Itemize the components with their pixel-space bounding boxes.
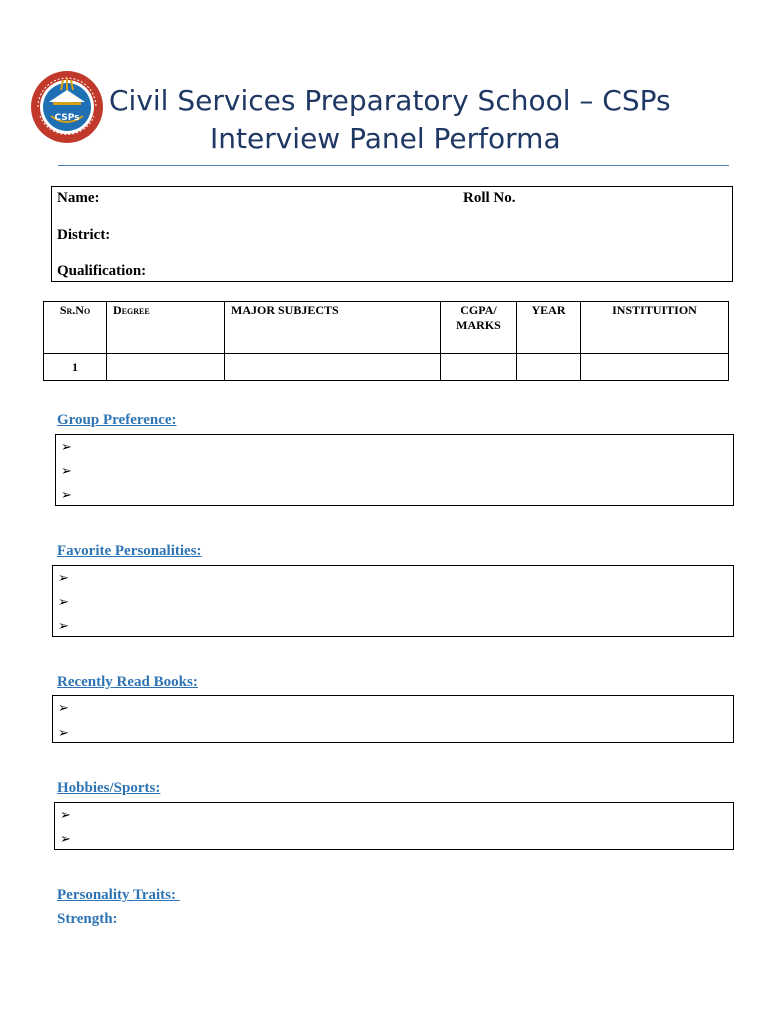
hobbies-sports-heading: Hobbies/Sports: bbox=[57, 780, 161, 796]
bullet-icon: ➢ bbox=[58, 618, 69, 633]
table-cell[interactable] bbox=[441, 354, 517, 381]
page-title-line-1: Civil Services Preparatory School – CSPs bbox=[109, 84, 671, 117]
favorite-personalities-box[interactable] bbox=[52, 565, 734, 637]
table-cell[interactable] bbox=[581, 354, 729, 381]
bullet-icon: ➢ bbox=[58, 570, 69, 585]
qualification-label: Qualification: bbox=[57, 263, 147, 279]
education-table bbox=[43, 301, 729, 381]
table-cell: 1 bbox=[44, 354, 107, 381]
header-divider bbox=[58, 165, 729, 166]
school-logo bbox=[29, 68, 105, 146]
district-label: District: bbox=[57, 227, 111, 243]
bullet-icon: ➢ bbox=[60, 807, 71, 822]
recently-read-books-heading: Recently Read Books: bbox=[57, 674, 198, 690]
bullet-icon: ➢ bbox=[58, 700, 69, 715]
strength-subheading: Strength: bbox=[57, 911, 118, 927]
bullet-icon: ➢ bbox=[61, 487, 72, 502]
column-header-sr-no: Sr.No bbox=[44, 302, 107, 354]
table-cell[interactable] bbox=[107, 354, 225, 381]
bullet-icon: ➢ bbox=[60, 831, 71, 846]
hobbies-sports-box[interactable] bbox=[54, 802, 734, 850]
bullet-icon: ➢ bbox=[58, 594, 69, 609]
column-header-cgpa-marks: CGPA/ MARKS bbox=[441, 302, 517, 354]
group-preference-heading: Group Preference: bbox=[57, 412, 177, 428]
column-header-year: YEAR bbox=[517, 302, 581, 354]
bullet-icon: ➢ bbox=[58, 725, 69, 740]
bullet-icon: ➢ bbox=[61, 439, 72, 454]
roll-number-label: Roll No. bbox=[463, 190, 516, 206]
column-header-major-subjects: MAJOR SUBJECTS bbox=[225, 302, 441, 354]
table-row bbox=[44, 354, 729, 381]
table-cell[interactable] bbox=[517, 354, 581, 381]
personality-traits-heading: Personality Traits: bbox=[57, 887, 180, 903]
column-header-institution: INSTITUITION bbox=[581, 302, 729, 354]
table-header-row bbox=[44, 302, 729, 354]
bullet-icon: ➢ bbox=[61, 463, 72, 478]
favorite-personalities-heading: Favorite Personalities: bbox=[57, 543, 202, 559]
candidate-info-box bbox=[51, 186, 733, 282]
page-title-line-2: Interview Panel Performa bbox=[210, 122, 561, 155]
recently-read-books-box[interactable] bbox=[52, 695, 734, 743]
column-header-degree: Degree bbox=[107, 302, 225, 354]
svg-text:CSPs: CSPs bbox=[54, 113, 80, 123]
name-label: Name: bbox=[57, 190, 100, 206]
table-cell[interactable] bbox=[225, 354, 441, 381]
group-preference-box[interactable] bbox=[55, 434, 734, 506]
